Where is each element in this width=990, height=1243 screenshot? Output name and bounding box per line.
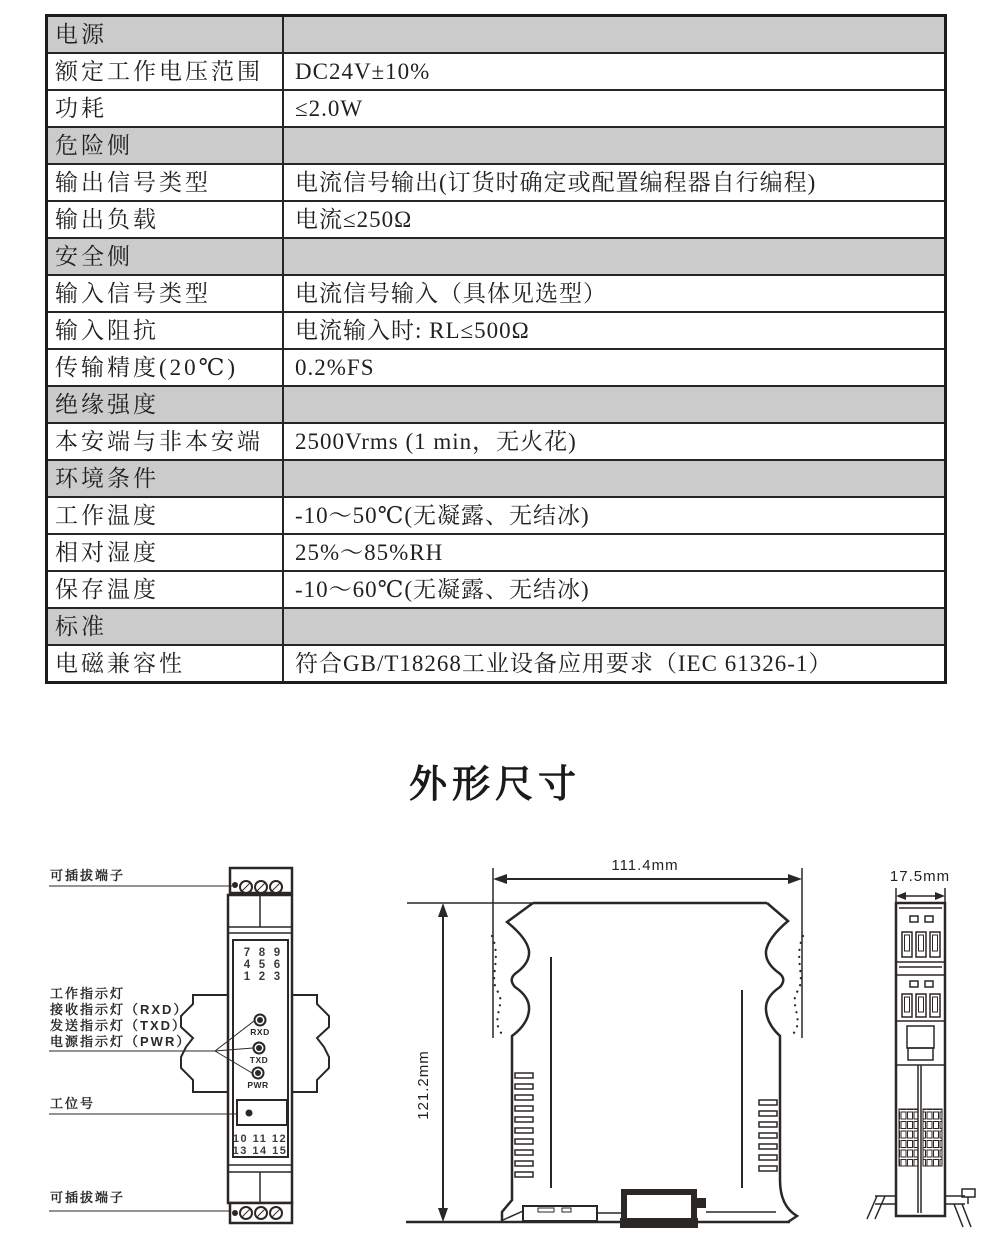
- indicator-label-4: 电源指示灯（PWR）: [50, 1034, 192, 1049]
- indicator-label-1: 工作指示灯: [50, 986, 126, 1001]
- table-row: [47, 497, 946, 534]
- terminal-number: 9: [273, 947, 281, 959]
- section-title: 外形尺寸: [408, 764, 581, 806]
- width-dimension: [890, 868, 950, 903]
- spec-table-body: [47, 16, 946, 683]
- bottom-terminal-block: [230, 1203, 292, 1223]
- callout-bottom-terminal: [49, 1190, 230, 1211]
- spec-label-cell: 绝缘强度: [47, 386, 284, 423]
- spec-value-cell: [283, 608, 946, 645]
- spec-label-cell: 输入信号类型: [47, 275, 284, 312]
- table-row: [47, 90, 946, 127]
- table-row: [47, 275, 946, 312]
- screw-icon: [240, 1207, 282, 1219]
- bottom-terminal-label: 可插拔端子: [50, 1190, 126, 1205]
- spec-value-cell: 电流信号输入（具体见选型）: [283, 275, 946, 312]
- indicator-label-2: 接收指示灯（RXD）: [50, 1002, 189, 1017]
- table-row: [47, 164, 946, 201]
- indicator-label-3: 发送指示灯（TXD）: [50, 1018, 188, 1033]
- top-terminal-block: [230, 868, 292, 893]
- table-row: [47, 312, 946, 349]
- table-row: [47, 238, 946, 275]
- width-dimension: [493, 857, 802, 1038]
- spec-label-cell: 保存温度: [47, 571, 284, 608]
- terminal-number: 7: [243, 947, 251, 959]
- housing-profile: [492, 903, 803, 1222]
- callout-top-terminal: [49, 868, 232, 886]
- table-row: [47, 201, 946, 238]
- rail-clip: [406, 1192, 790, 1228]
- side-view-drawing: [390, 840, 830, 1243]
- spec-value-cell: [283, 386, 946, 423]
- spec-label-cell: 电源: [47, 16, 284, 54]
- spec-label-cell: 电磁兼容性: [47, 645, 284, 683]
- spec-value-cell: 符合GB/T18268工业设备应用要求（IEC 61326-1）: [283, 645, 946, 683]
- spec-value-cell: 电流输入时: RL≤500Ω: [283, 312, 946, 349]
- spec-label-cell: 功耗: [47, 90, 284, 127]
- terminal-numbers-top: [244, 947, 280, 983]
- spec-label-cell: 传输精度(20℃): [47, 349, 284, 386]
- spec-value-cell: 25%～85%RH: [283, 534, 946, 571]
- spec-table: [45, 14, 947, 684]
- terminal-numbers-bottom-row1: 10 11 12: [232, 1133, 288, 1145]
- spec-label-cell: 环境条件: [47, 460, 284, 497]
- table-row: [47, 53, 946, 90]
- spec-label-cell: 安全侧: [47, 238, 284, 275]
- spec-value-cell: -10～60℃(无凝露、无结冰): [283, 571, 946, 608]
- table-row: [47, 386, 946, 423]
- vent-slots-left: [515, 1073, 533, 1177]
- terminal-number: 6: [273, 959, 281, 971]
- vent-slots-right: [759, 1100, 777, 1171]
- spec-value-cell: 电流≤250Ω: [283, 201, 946, 238]
- spec-label-cell: 工作温度: [47, 497, 284, 534]
- spec-value-cell: -10～50℃(无凝露、无结冰): [283, 497, 946, 534]
- table-row: [47, 645, 946, 683]
- spec-label-cell: 危险侧: [47, 127, 284, 164]
- led-label-txd: TXD: [249, 1055, 269, 1065]
- spec-label-cell: 输出信号类型: [47, 164, 284, 201]
- screw-icon: [240, 881, 282, 893]
- spec-value-cell: DC24V±10%: [283, 53, 946, 90]
- module-outline: [896, 903, 945, 1216]
- spec-label-cell: 本安端与非本安端: [47, 423, 284, 460]
- table-row: [47, 460, 946, 497]
- width-dimension-text: 111.4mm: [611, 857, 679, 874]
- table-row: [47, 349, 946, 386]
- terminal-number: 8: [258, 947, 266, 959]
- tag-label: 工位号: [50, 1096, 96, 1111]
- table-row: [47, 423, 946, 460]
- spec-label-cell: 输出负载: [47, 201, 284, 238]
- terminal-number: 2: [258, 971, 266, 983]
- width-dimension-text: 17.5mm: [889, 868, 951, 885]
- spec-value-cell: [283, 460, 946, 497]
- terminal-number: 5: [258, 959, 266, 971]
- spec-value-cell: ≤2.0W: [283, 90, 946, 127]
- terminal-numbers-bottom-row2: 13 14 15: [232, 1145, 288, 1157]
- terminal-number: 1: [243, 971, 251, 983]
- callout-tag: [49, 1096, 237, 1114]
- height-dimension: [407, 903, 533, 1222]
- spec-value-cell: 电流信号输出(订货时确定或配置编程器自行编程): [283, 164, 946, 201]
- spec-value-cell: [283, 238, 946, 275]
- spec-label-cell: 标准: [47, 608, 284, 645]
- end-view-drawing: [855, 855, 990, 1243]
- table-row: [47, 16, 946, 54]
- top-terminal-label: 可插拔端子: [50, 868, 126, 883]
- table-row: [47, 127, 946, 164]
- led-label-pwr: PWR: [247, 1080, 269, 1090]
- spec-label-cell: 输入阻抗: [47, 312, 284, 349]
- front-view-drawing: [35, 858, 355, 1243]
- spec-value-cell: [283, 127, 946, 164]
- callout-indicators: [49, 986, 254, 1073]
- spec-value-cell: 0.2%FS: [283, 349, 946, 386]
- led-label-rxd: RXD: [250, 1027, 270, 1037]
- terminal-number: 4: [243, 959, 251, 971]
- spec-value-cell: 2500Vrms (1 min，无火花): [283, 423, 946, 460]
- terminal-number: 3: [273, 971, 281, 983]
- table-row: [47, 608, 946, 645]
- spec-label-cell: 额定工作电压范围: [47, 53, 284, 90]
- height-dimension-text: 121.2mm: [415, 1050, 432, 1120]
- spec-value-cell: [283, 16, 946, 54]
- spec-label-cell: 相对湿度: [47, 534, 284, 571]
- table-row: [47, 571, 946, 608]
- table-row: [47, 534, 946, 571]
